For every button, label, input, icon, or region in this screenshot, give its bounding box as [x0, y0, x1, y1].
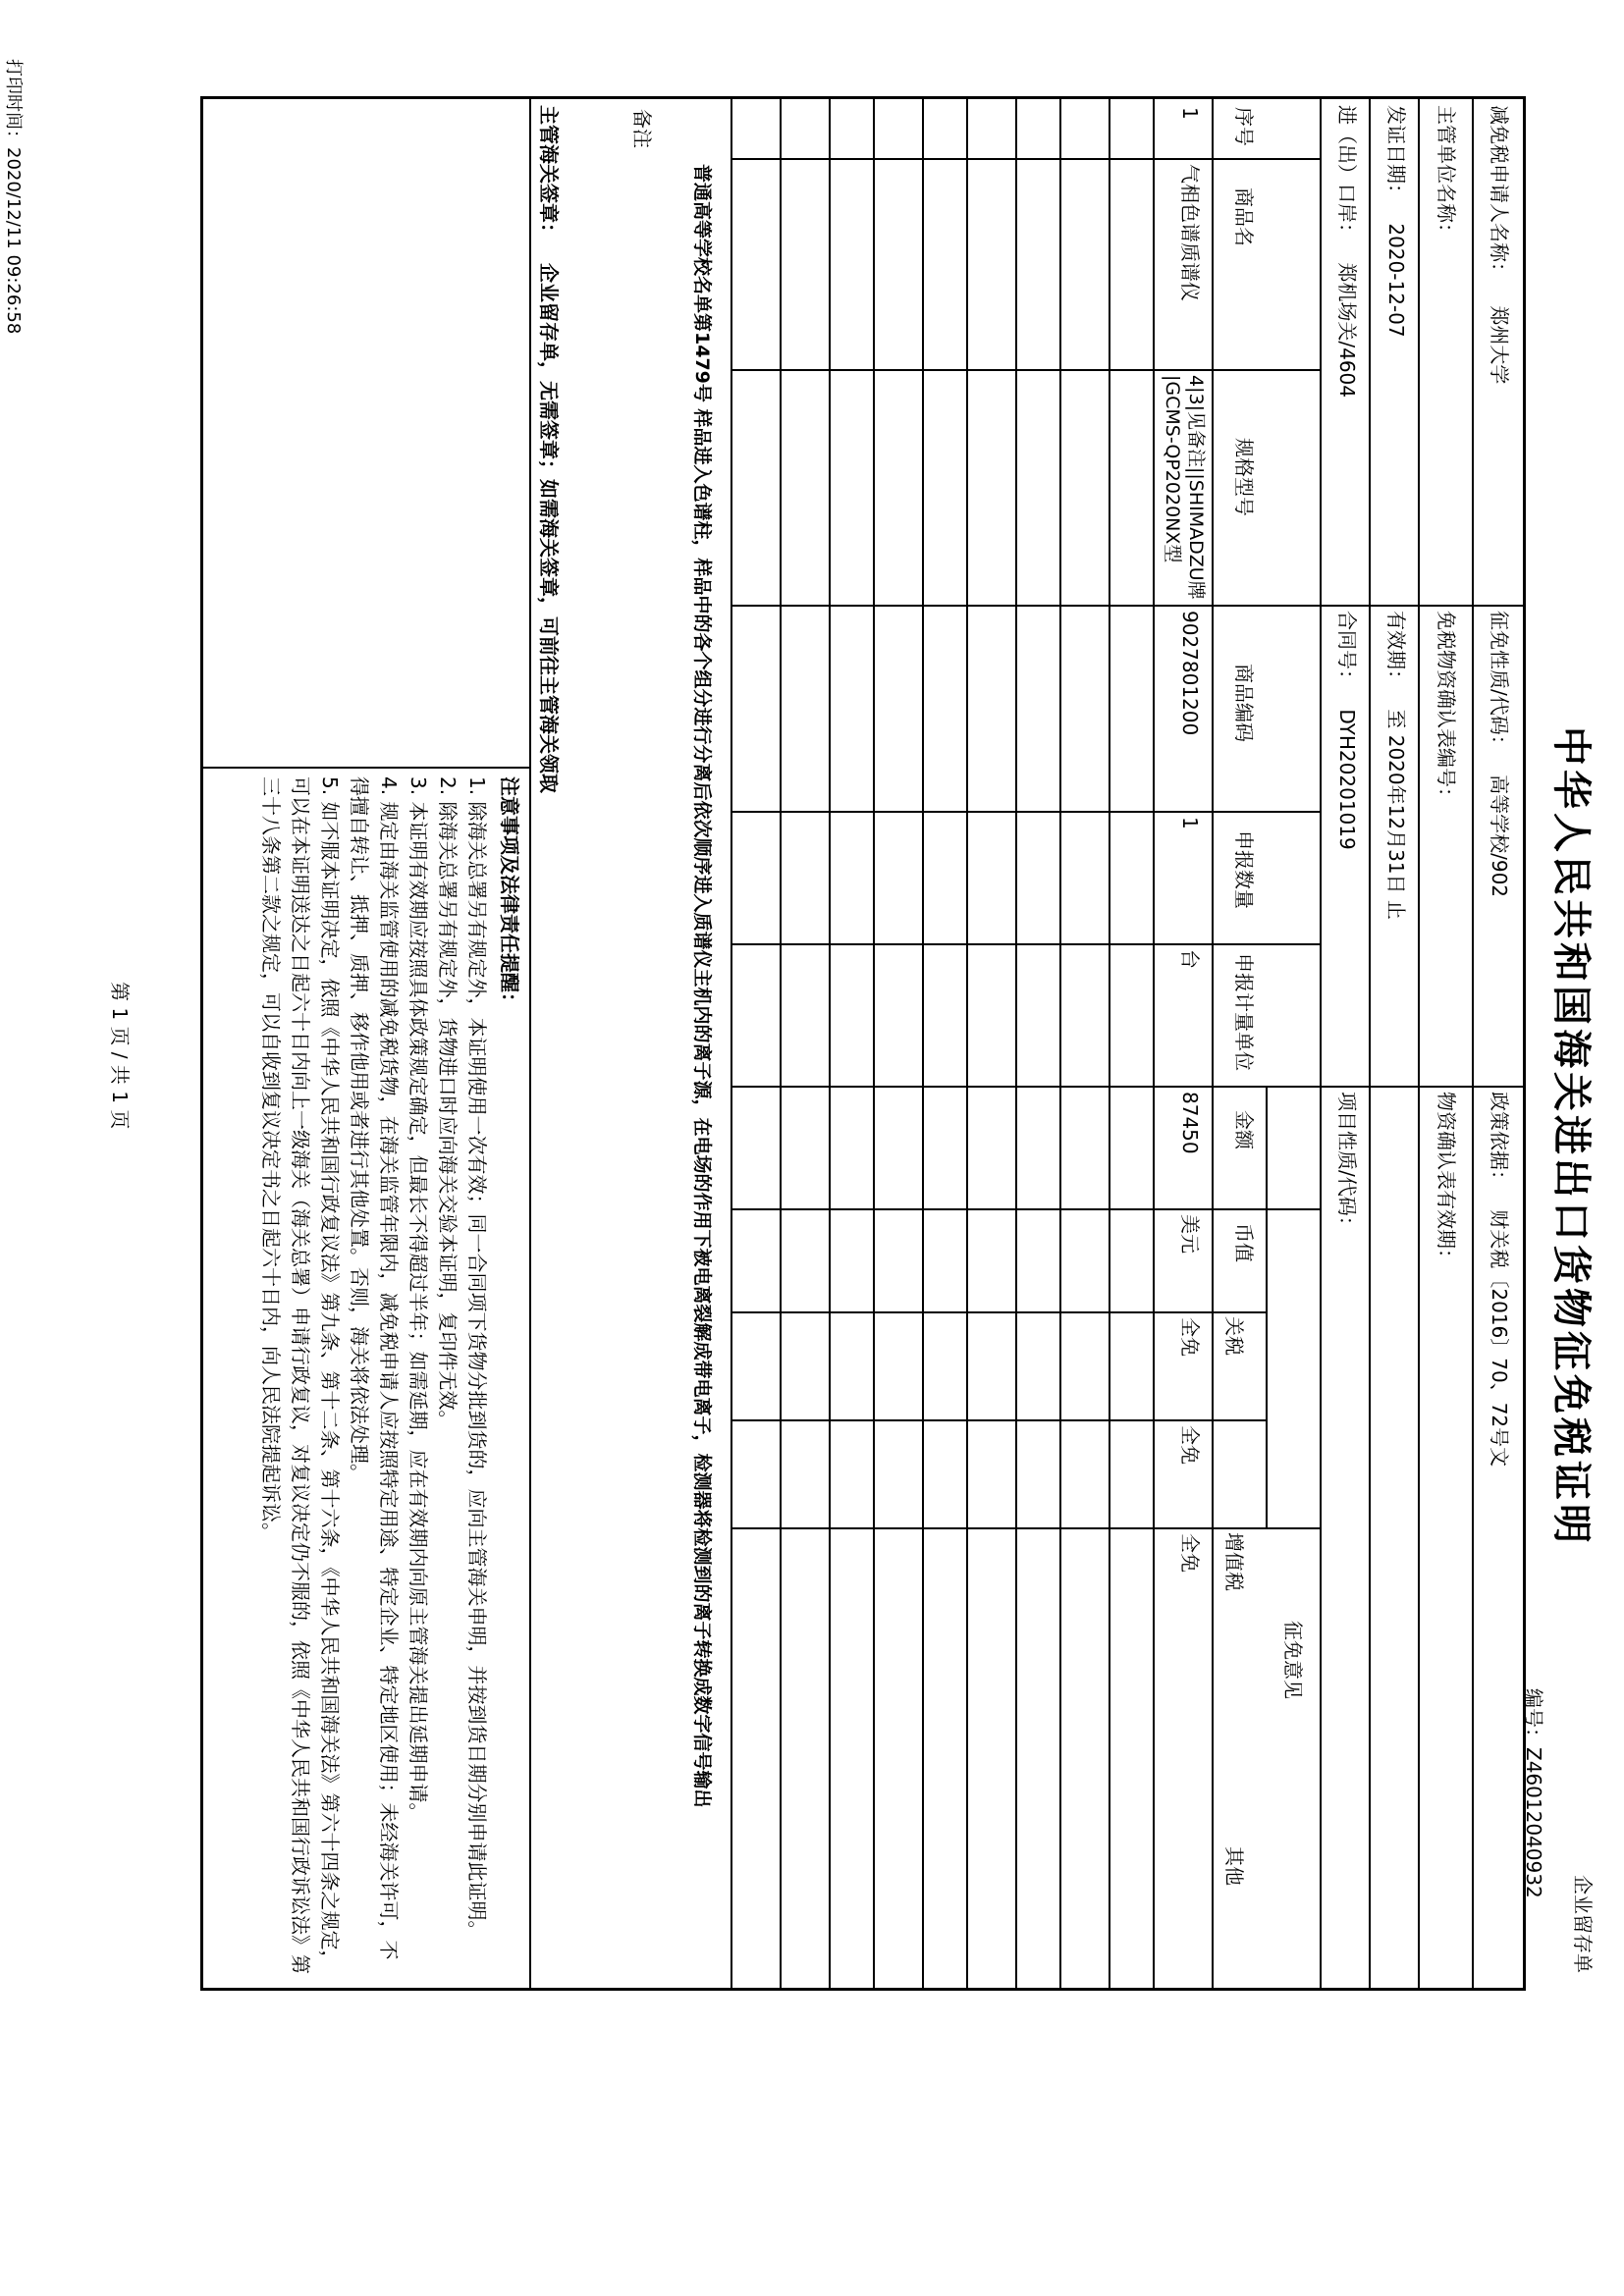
contract-label: 合同号： [1335, 611, 1359, 689]
port-label: 进（出）口岸： [1335, 105, 1359, 242]
nature-value: 高等学校/902 [1488, 774, 1511, 898]
certificate-form [200, 96, 1526, 1991]
confirm-valid-label: 物资确认表有效期： [1435, 1092, 1458, 1268]
col-other: 其他 [1222, 1846, 1246, 1886]
row-spec-line1: 4|3|见备注||SHIMADZU牌 [1185, 375, 1207, 600]
row-spec-line2: |GCMS-QP2020NX型 [1162, 375, 1183, 563]
note-item: 1. 除海关总署另有规定外，本证明使用一次有效；同一合同项下货物分批到货的，应向主管海关申明，并按到货日期分别申请此证明。 [465, 776, 489, 1941]
col-exempt-opinion: 征免意见 [1281, 1621, 1305, 1699]
row-name: 气相色谱质谱仪 [1178, 164, 1202, 301]
col-currency: 币值 [1232, 1223, 1256, 1262]
issue-date-label: 发证日期： [1384, 105, 1408, 203]
policy-value: 财关税〔2016〕70、72号文 [1488, 1209, 1511, 1468]
valid-label: 有效期： [1384, 611, 1408, 689]
issue-date-value: 2020-12-07 [1384, 223, 1408, 338]
row-amount: 87450 [1178, 1092, 1202, 1154]
project-label: 项目性质/代码： [1335, 1092, 1359, 1236]
note-item: 2. 除海关总署另有规定外，货物进口时应向海关交验本证明，复印件无效。 [436, 776, 460, 1430]
row-code: 9027801200 [1178, 611, 1202, 736]
col-vat: 增值税 [1222, 1532, 1246, 1591]
remarks-text: 普通高等学校名单第1479号 样品进入色谱柱，样品中的各个组分进行分离后依次顺序进入质谱仪主机内的离子源，在电场的作用下被电离裂解成带电离子，检测器将检测到的离子转换成数字信号输出 [691, 164, 713, 1808]
serial-number: 编号：Z46012040932 [1522, 1688, 1545, 1898]
row-other: 全免 [1178, 1533, 1202, 1573]
col-amount: 金额 [1232, 1110, 1256, 1149]
notes-list [256, 776, 492, 1979]
col-qty: 申报数量 [1232, 830, 1256, 909]
note-item: 4. 规定由海关监管使用的减免税货物，在海关监管年限内，减免税申请人应按照特定用途、特定企业、特定地区使用；未经海关许可，不得擅自转让、抵押、质押、移作他用或者进行其他处置。否则，海关将依法处理。 [348, 776, 401, 1960]
valid-value: 至 2020年12月31日 止 [1384, 709, 1408, 920]
col-spec: 规格型号 [1232, 438, 1256, 516]
confirm-no-label: 免税物资确认表编号： [1435, 611, 1458, 807]
col-seq: 序号 [1232, 107, 1256, 146]
col-unit: 申报计量单位 [1232, 953, 1256, 1071]
note-item: 3. 本证明有效期应按照具体政策规定确定，但最长不得超过半年；如需延期，应在有效期内向原主管海关提出延期申请。 [406, 776, 430, 1823]
row-tariff: 全免 [1178, 1317, 1202, 1357]
contract-value: DYH20201019 [1335, 709, 1359, 850]
row-unit: 台 [1178, 949, 1202, 969]
seal-text: 企业留存单，无需签章；如需海关签章，可前往主管海关领取 [537, 262, 561, 793]
row-currency: 美元 [1178, 1214, 1202, 1254]
applicant-label: 减免税申请人名称： [1488, 105, 1511, 282]
port-value: 郑机场关/4604 [1335, 262, 1359, 398]
row-qty: 1 [1178, 817, 1202, 829]
document-title: 中华人民共和国海关进出口货物征免税证明 [1548, 726, 1594, 1547]
row-vat: 全免 [1178, 1425, 1202, 1465]
note-item: 5. 如不服本证明决定，依照《中华人民共和国行政复议法》第九条、第十二条、第十六条，《中华人民共和国海关法》第六十四条之规定，可以在本证明送达之日起六十日内向上一级海关（海关总署）申请行政复议，对复议决定仍不服的，依照《中华人民共和国行政诉讼法》第三十八条第二款之规定，可以自收到复议决定书之日起六十日内，向人民法院提起诉讼。 [259, 776, 342, 1974]
print-time: 打印时间：2020/12/11 09:26:58 [3, 59, 24, 335]
col-name: 商品名 [1232, 187, 1256, 246]
dept-label: 主管单位名称： [1435, 105, 1458, 242]
seal-label: 主管海关签章： [537, 105, 561, 242]
col-tariff: 关税 [1222, 1316, 1246, 1356]
copy-label: 企业留存单 [1571, 1875, 1595, 1973]
notes-title: 注意事项及法律责任提醒： [498, 776, 521, 1012]
policy-label: 政策依据： [1488, 1092, 1511, 1190]
col-code: 商品编码 [1232, 664, 1256, 742]
nature-label: 征免性质/代码： [1488, 611, 1511, 755]
row-seq: 1 [1178, 107, 1202, 120]
remarks-label: 备注 [630, 109, 654, 148]
applicant-value: 郑州大学 [1488, 305, 1511, 385]
page-footer: 第 1 页 / 共 1 页 [108, 982, 132, 1130]
